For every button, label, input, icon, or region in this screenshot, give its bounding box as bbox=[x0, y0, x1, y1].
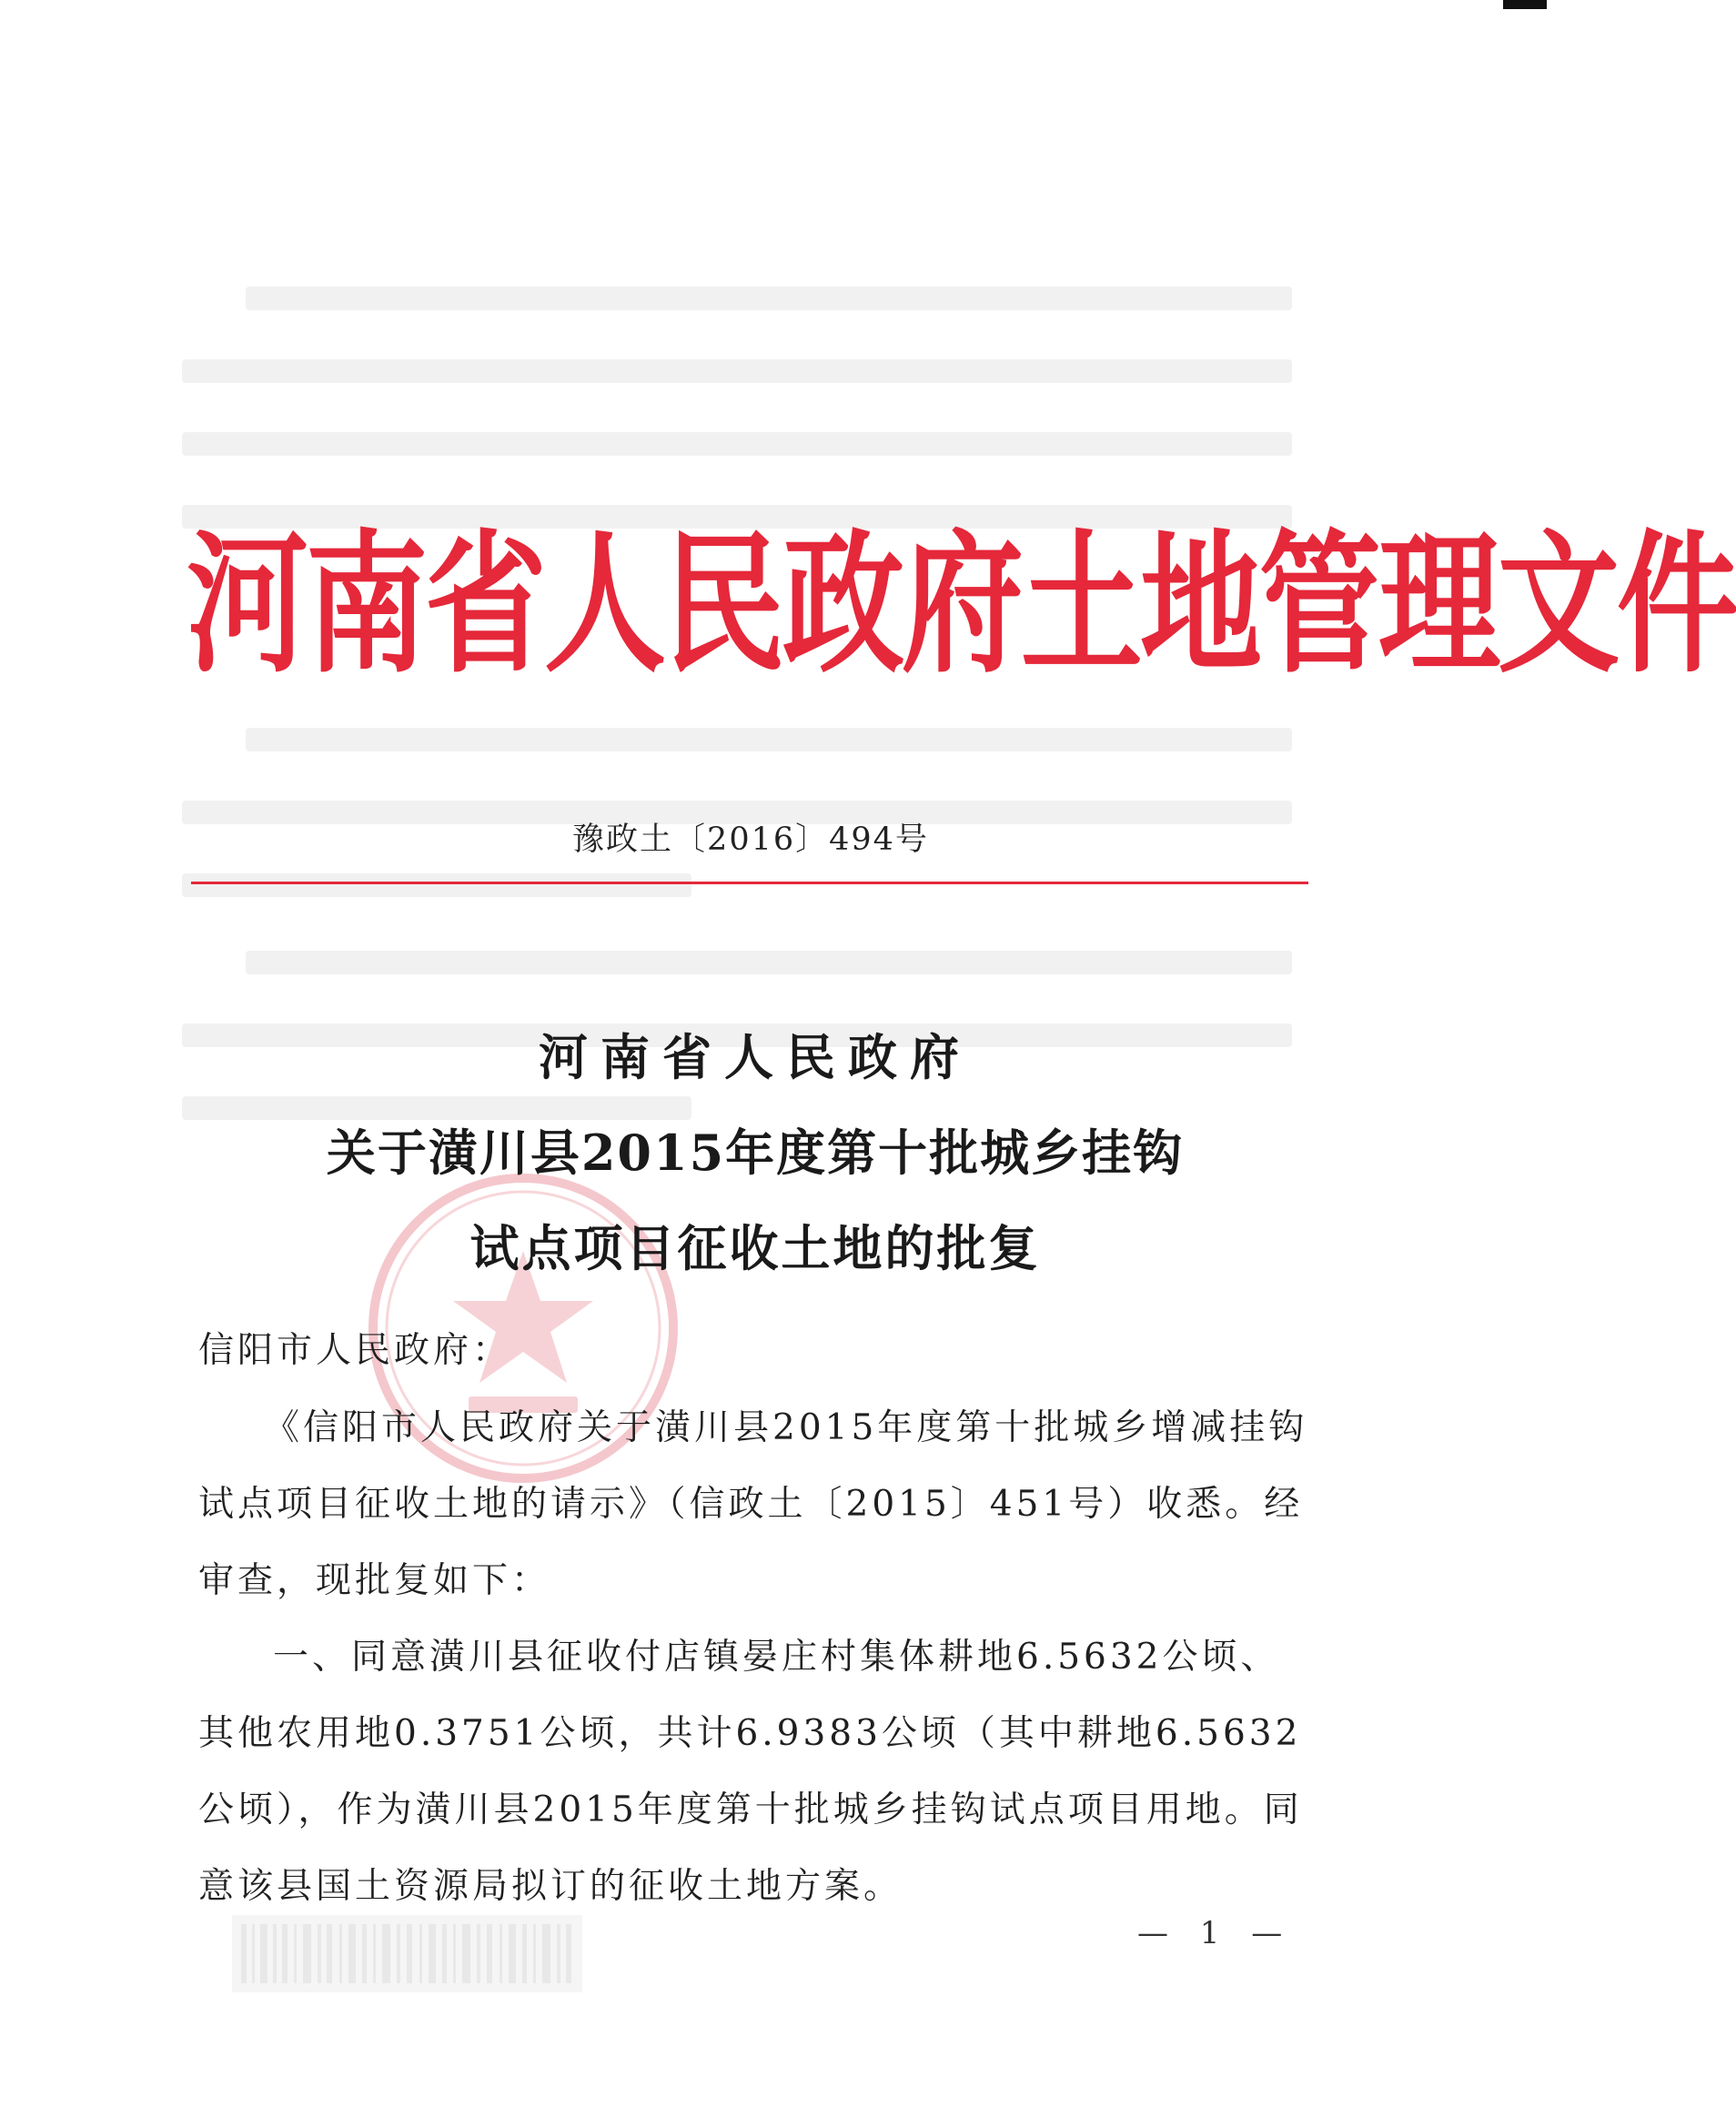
page-number: — 1 — bbox=[1137, 1915, 1294, 1951]
body-line: 试点项目征收土地的请示》（信政土〔2015〕451号）收悉。经 bbox=[198, 1484, 1304, 1525]
body-line: 审查，现批复如下： bbox=[198, 1560, 551, 1601]
scan-corner-mark bbox=[1503, 0, 1547, 9]
document-number: 豫政土〔2016〕494号 bbox=[572, 822, 929, 858]
red-separator-rule bbox=[191, 882, 1308, 884]
barcode-icon bbox=[232, 1915, 582, 1992]
body-line: 公顷），作为潢川县2015年度第十批城乡挂钩试点项目用地。同 bbox=[198, 1789, 1303, 1830]
reply-heading-line-3: 试点项目征收土地的批复 bbox=[469, 1219, 1041, 1277]
reply-heading-line-1: 河南省人民政府 bbox=[539, 1028, 972, 1086]
body-line: 《信阳市人民政府关于潢川县2015年度第十批城乡增减挂钩 bbox=[264, 1407, 1308, 1448]
barcode-graphic bbox=[232, 1915, 582, 1992]
reply-heading-line-2: 关于潢川县2015年度第十批城乡挂钩 bbox=[326, 1124, 1185, 1182]
body-line: 其他农用地0.3751公顷，共计6.9383公顷（其中耕地6.5632 bbox=[198, 1713, 1302, 1754]
document-masthead-title: 河南省人民政府土地管理文件 bbox=[187, 516, 1736, 694]
body-line: 意该县国土资源局拟订的征收土地方案。 bbox=[198, 1866, 903, 1907]
body-line: 一、同意潢川县征收付店镇晏庄村集体耕地6.5632公顷、 bbox=[273, 1637, 1280, 1678]
salutation: 信阳市人民政府： bbox=[198, 1330, 512, 1371]
